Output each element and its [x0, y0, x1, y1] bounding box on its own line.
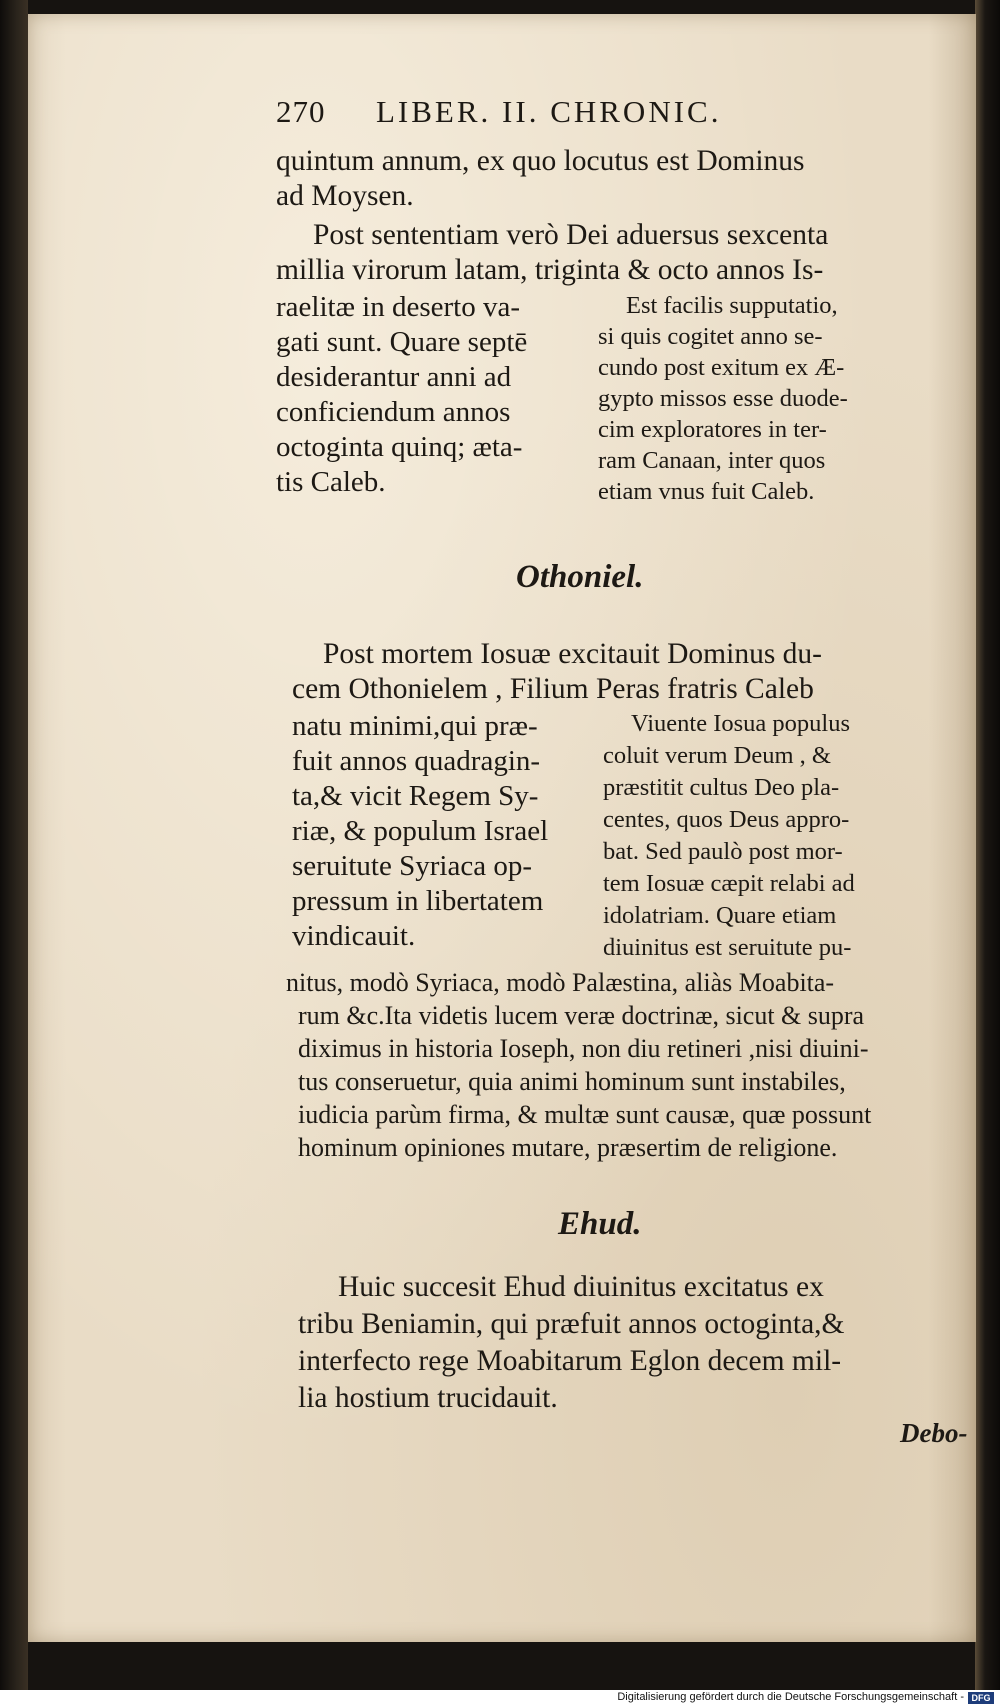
text-line: Post mortem Iosuæ excitauit Dominus du-	[323, 638, 823, 670]
text-line: interfecto rege Moabitarum Eglon decem mil-	[298, 1345, 842, 1377]
text-line: tis Caleb.	[276, 466, 386, 498]
text-line: natu minimi,qui præ-	[292, 710, 538, 742]
text-line: seruitute Syriaca op-	[292, 850, 532, 882]
text-line: diuinitus est seruitute pu-	[603, 934, 852, 961]
text-line: rum &c.Ita videtis lucem veræ doctrinæ, sicut & supra	[298, 1001, 865, 1030]
text-line: cem Othonielem , Filium Peras fratris Caleb	[292, 673, 814, 705]
section-heading-othoniel: Othoniel.	[516, 559, 644, 595]
text-line: centes, quos Deus appro-	[603, 806, 850, 833]
text-line: tem Iosuæ cæpit relabi ad	[603, 870, 855, 897]
text-line: gypto missos esse duode-	[598, 385, 848, 412]
text-line: Est facilis supputatio,	[626, 292, 838, 319]
running-head	[276, 94, 976, 144]
page-number: 270	[276, 94, 326, 129]
footer-bar	[0, 1690, 1000, 1706]
text-line: tribu Beniamin, qui præfuit annos octoginta,&	[298, 1308, 845, 1340]
text-line: bat. Sed paulò post mor-	[603, 838, 843, 865]
text-line: Post sententiam verò Dei aduersus sexcenta	[313, 219, 829, 251]
text-line: ad Moysen.	[276, 180, 414, 212]
text-line: riæ, & populum Israel	[292, 815, 549, 847]
text-line: lia hostium trucidauit.	[298, 1382, 558, 1414]
text-line: idolatriam. Quare etiam	[603, 902, 837, 929]
text-line: cim exploratores in ter-	[598, 416, 827, 443]
text-line: raelitæ in deserto va-	[276, 291, 520, 323]
catchword: Debo-	[900, 1418, 968, 1448]
text-line: præstitit cultus Deo pla-	[603, 774, 840, 801]
book-page	[28, 14, 976, 1642]
text-line: ram Canaan, inter quos	[598, 447, 826, 474]
text-line: conficiendum annos	[276, 396, 511, 428]
running-title: LIBER. II. CHRONIC.	[376, 94, 722, 129]
text-line: diximus in historia Ioseph, non diu retineri ,nisi diuini-	[298, 1034, 869, 1063]
text-line: iudicia parùm firma, & multæ sunt causæ, quæ possunt	[298, 1100, 872, 1129]
text-line: cundo post exitum ex Æ-	[598, 354, 845, 381]
text-line: si quis cogitet anno se-	[598, 323, 823, 350]
text-line: pressum in libertatem	[292, 885, 544, 917]
scan-edge-left	[0, 0, 28, 1706]
text-line: ta,& vicit Regem Sy-	[292, 780, 539, 812]
text-line: coluit verum Deum , &	[603, 742, 831, 769]
text-line: Viuente Iosua populus	[631, 710, 850, 737]
text-line: Huic succesit Ehud diuinitus excitatus ex	[338, 1271, 824, 1303]
text-line: fuit annos quadragin-	[292, 745, 541, 777]
text-line: desiderantur anni ad	[276, 361, 512, 393]
page-text	[28, 14, 976, 1642]
text-line: vindicauit.	[292, 920, 416, 952]
dfg-logo: DFG	[968, 1692, 994, 1704]
text-line: octoginta quinq; ætа-	[276, 431, 523, 463]
text-line: hominum opiniones mutare, præsertim de religione.	[298, 1133, 838, 1162]
text-line: millia virorum latam, triginta & octo annos Is-	[276, 254, 824, 286]
text-line: etiam vnus fuit Caleb.	[598, 478, 815, 505]
text-line: gati sunt. Quare septē	[276, 326, 528, 358]
text-line: tus conseruetur, quia animi hominum sunt instabiles,	[298, 1067, 846, 1096]
footer-credit: Digitalisierung gefördert durch die Deutsche Forschungsgemeinschaft -	[617, 1691, 964, 1703]
section-heading-ehud: Ehud.	[558, 1206, 642, 1242]
text-line: nitus, modò Syriaca, modò Palæstina, aliàs Moabita-	[286, 968, 835, 997]
scan-edge-right	[975, 0, 1000, 1706]
text-line: quintum annum, ex quo locutus est Dominus	[276, 145, 805, 177]
